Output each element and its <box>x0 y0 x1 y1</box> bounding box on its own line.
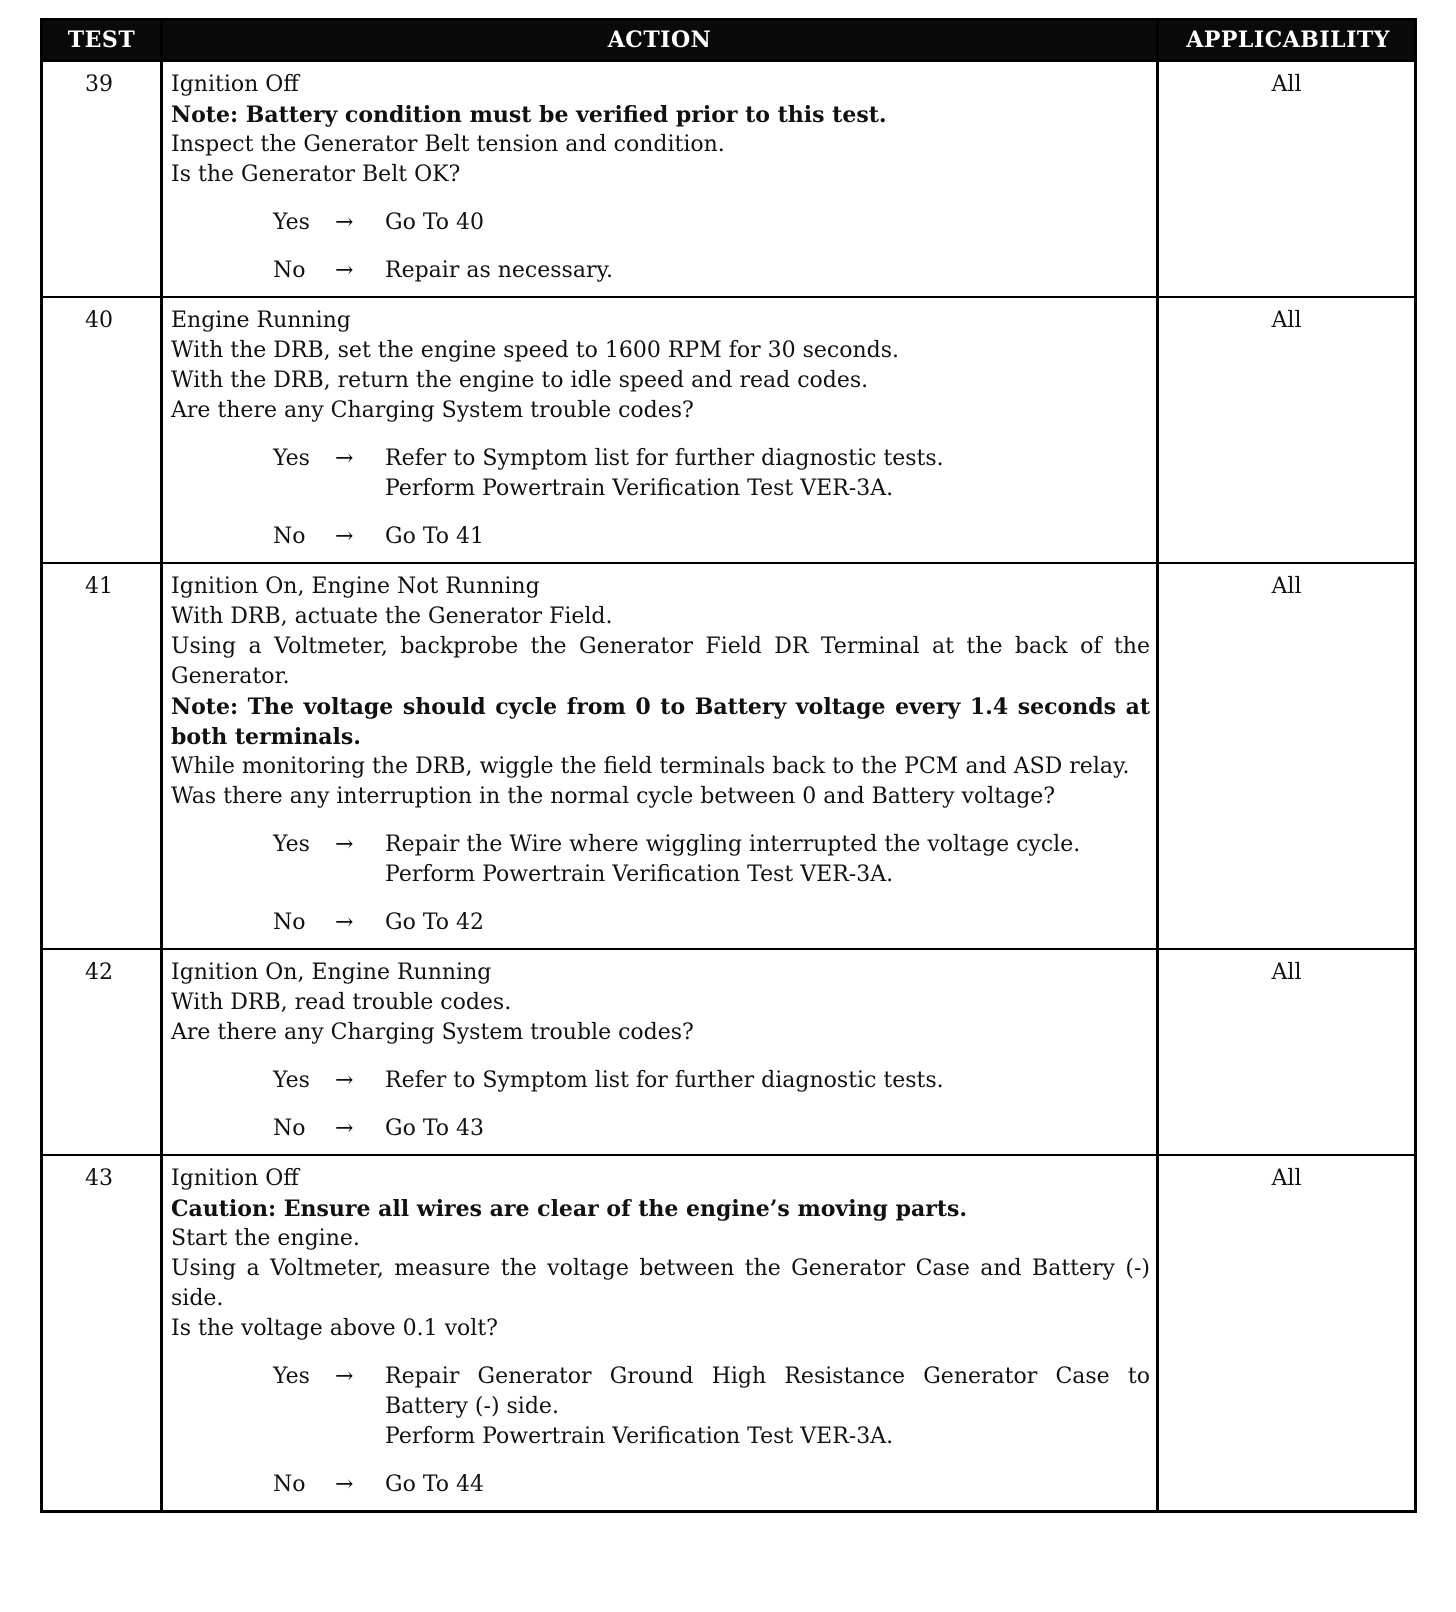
applicability-value: All <box>1158 61 1416 298</box>
answer-result <box>325 908 1150 938</box>
arrow-right-icon: → <box>335 1364 354 1389</box>
action-step: Are there any Charging System trouble codes? <box>171 398 694 423</box>
action-step: Inspect the Generator Belt tension and condition. <box>171 132 725 157</box>
action-cell <box>162 61 1158 298</box>
table-header-row <box>42 20 1416 61</box>
arrow-right-icon: → <box>335 832 354 857</box>
arrow-right-icon: → <box>335 258 354 283</box>
action-step: Ignition On, Engine Not Running <box>171 574 540 599</box>
action-step: Using a Voltmeter, measure the voltage between the Generator Case and Battery (-) side. <box>171 1256 1150 1311</box>
table-row <box>42 61 1416 298</box>
answer-yes <box>171 444 1150 504</box>
answer-label: Yes <box>273 446 310 471</box>
action-step: Is the voltage above 0.1 volt? <box>171 1316 498 1341</box>
action-step: Ignition Off <box>171 1166 299 1191</box>
answer-list <box>171 208 1150 286</box>
answer-result-line: Repair the Wire where wiggling interrupted the voltage cycle. <box>385 832 1081 857</box>
action-note: Note: Battery condition must be verified prior to this test. <box>171 102 887 128</box>
answer-label: Yes <box>273 1068 310 1093</box>
answer-no <box>171 1114 1150 1144</box>
answer-result-line: Repair Generator Ground High Resistance Generator Case to Battery (-) side. <box>385 1364 1150 1419</box>
answer-result <box>325 522 1150 552</box>
arrow-right-icon: → <box>335 1472 354 1497</box>
action-cell <box>162 563 1158 949</box>
action-step: With DRB, read trouble codes. <box>171 990 512 1015</box>
test-number: 41 <box>42 563 162 949</box>
answer-no <box>171 522 1150 552</box>
action-step: Are there any Charging System trouble codes? <box>171 1020 694 1045</box>
answer-list <box>171 444 1150 552</box>
action-step: Ignition Off <box>171 72 299 97</box>
arrow-right-icon: → <box>335 446 354 471</box>
table-body <box>42 61 1416 1512</box>
answer-result-line: Perform Powertrain Verification Test VER-3A. <box>385 862 894 887</box>
action-step: Ignition On, Engine Running <box>171 960 492 985</box>
answer-label: No <box>273 258 306 283</box>
column-header-action: ACTION <box>162 20 1158 61</box>
arrow-right-icon: → <box>335 910 354 935</box>
answer-result-line: Perform Powertrain Verification Test VER-3A. <box>385 476 894 501</box>
action-step: With DRB, actuate the Generator Field. <box>171 604 613 629</box>
action-cell <box>162 297 1158 563</box>
action-step: With the DRB, return the engine to idle speed and read codes. <box>171 368 869 393</box>
answer-result-line: Repair as necessary. <box>385 258 613 283</box>
column-header-test: TEST <box>42 20 162 61</box>
test-number: 40 <box>42 297 162 563</box>
answer-result-line: Go To 44 <box>385 1472 485 1497</box>
action-step: While monitoring the DRB, wiggle the field terminals back to the PCM and ASD relay. <box>171 754 1130 779</box>
answer-result <box>325 1362 1150 1452</box>
test-number: 39 <box>42 61 162 298</box>
applicability-value: All <box>1158 949 1416 1155</box>
action-step: Engine Running <box>171 308 351 333</box>
arrow-right-icon: → <box>335 1116 354 1141</box>
applicability-value: All <box>1158 297 1416 563</box>
diagnostic-test-table <box>40 18 1417 1513</box>
answer-list <box>171 1066 1150 1144</box>
answer-label: No <box>273 910 306 935</box>
answer-label: No <box>273 1116 306 1141</box>
action-note: Caution: Ensure all wires are clear of the engine’s moving parts. <box>171 1196 968 1222</box>
arrow-right-icon: → <box>335 1068 354 1093</box>
arrow-right-icon: → <box>335 210 354 235</box>
answer-result-line: Go To 42 <box>385 910 485 935</box>
action-step: With the DRB, set the engine speed to 1600 RPM for 30 seconds. <box>171 338 900 363</box>
answer-no <box>171 256 1150 286</box>
action-step: Was there any interruption in the normal cycle between 0 and Battery voltage? <box>171 784 1056 809</box>
table-row <box>42 297 1416 563</box>
answer-result-line: Go To 43 <box>385 1116 485 1141</box>
answer-result <box>325 1470 1150 1500</box>
action-cell <box>162 1155 1158 1512</box>
answer-result-line: Go To 41 <box>385 524 485 549</box>
answer-result-line: Perform Powertrain Verification Test VER-3A. <box>385 1424 894 1449</box>
action-step: Is the Generator Belt OK? <box>171 162 461 187</box>
answer-result-line: Refer to Symptom list for further diagnostic tests. <box>385 446 944 471</box>
answer-result <box>325 1066 1150 1096</box>
test-number: 42 <box>42 949 162 1155</box>
answer-result <box>325 1114 1150 1144</box>
answer-label: Yes <box>273 832 310 857</box>
answer-label: Yes <box>273 1364 310 1389</box>
action-note: Note: The voltage should cycle from 0 to Battery voltage every 1.4 seconds at both terminals. <box>171 694 1150 750</box>
action-step: Using a Voltmeter, backprobe the Generator Field DR Terminal at the back of the Generator. <box>171 634 1150 689</box>
answer-label: Yes <box>273 210 310 235</box>
answer-result <box>325 830 1150 890</box>
answer-yes <box>171 1066 1150 1096</box>
answer-result <box>325 208 1150 238</box>
answer-yes <box>171 1362 1150 1452</box>
arrow-right-icon: → <box>335 524 354 549</box>
column-header-applicability: APPLICABILITY <box>1158 20 1416 61</box>
answer-label: No <box>273 1472 306 1497</box>
applicability-value: All <box>1158 563 1416 949</box>
answer-result <box>325 444 1150 504</box>
answer-label: No <box>273 524 306 549</box>
table-row <box>42 1155 1416 1512</box>
table-row <box>42 563 1416 949</box>
table-row <box>42 949 1416 1155</box>
answer-list <box>171 830 1150 938</box>
test-number: 43 <box>42 1155 162 1512</box>
answer-yes <box>171 208 1150 238</box>
action-step: Start the engine. <box>171 1226 360 1251</box>
applicability-value: All <box>1158 1155 1416 1512</box>
answer-list <box>171 1362 1150 1500</box>
answer-result <box>325 256 1150 286</box>
answer-no <box>171 1470 1150 1500</box>
action-cell <box>162 949 1158 1155</box>
answer-no <box>171 908 1150 938</box>
answer-result-line: Refer to Symptom list for further diagnostic tests. <box>385 1068 944 1093</box>
answer-yes <box>171 830 1150 890</box>
answer-result-line: Go To 40 <box>385 210 485 235</box>
